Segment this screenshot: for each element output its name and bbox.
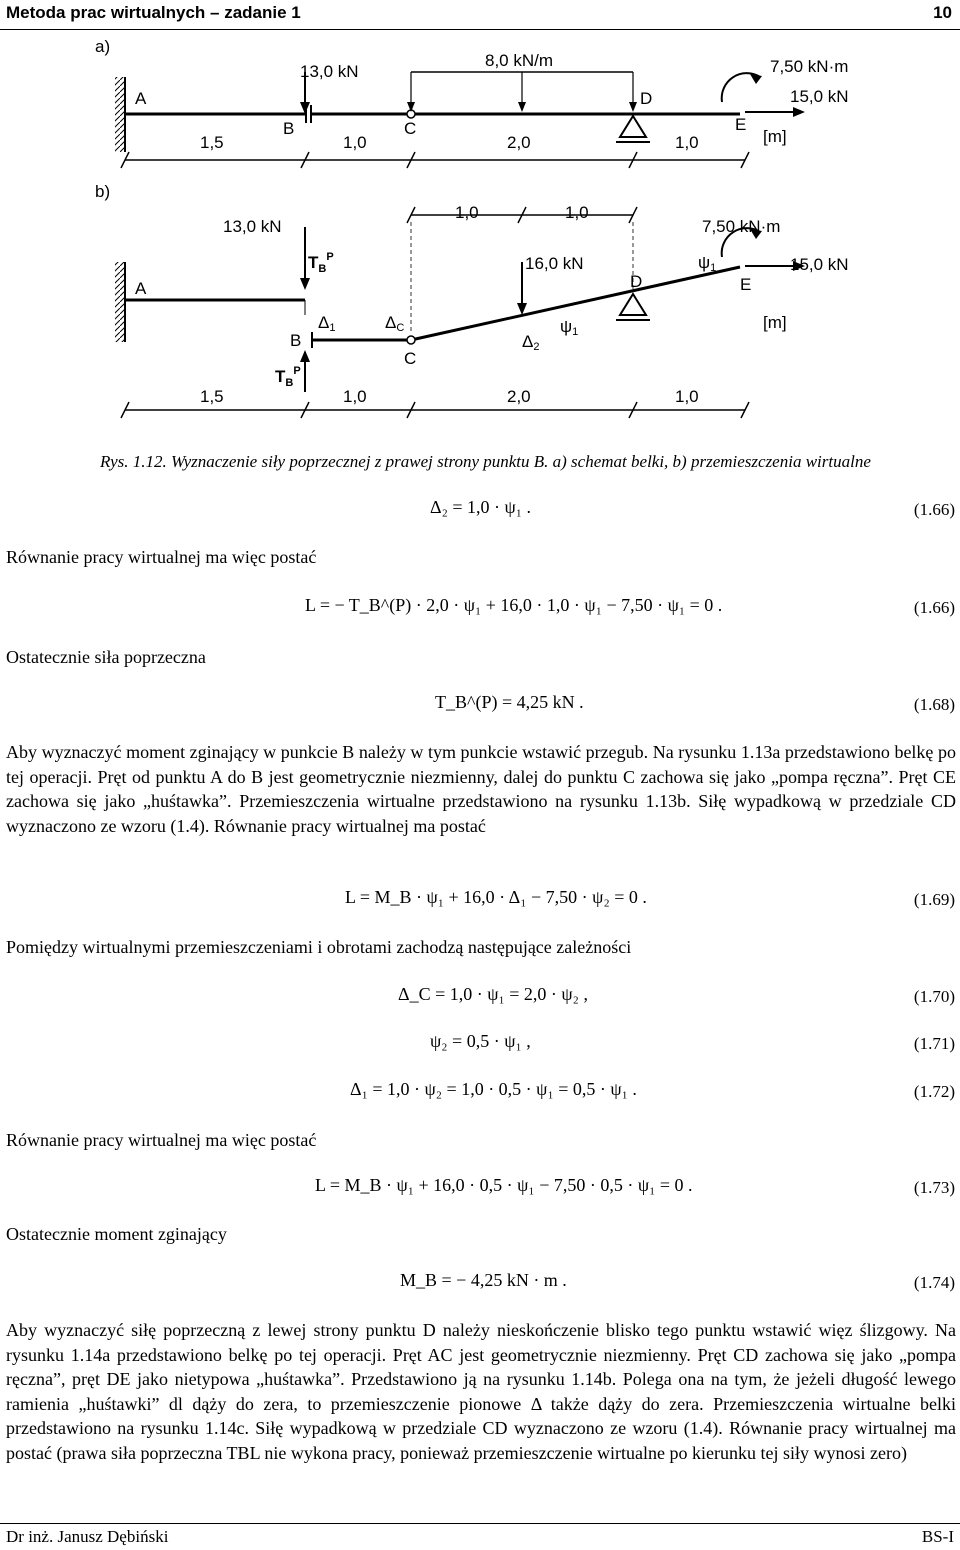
tb-label-top: $T_B^P$ bbox=[308, 251, 334, 275]
equation-number: (1.73) bbox=[913, 1178, 955, 1197]
point-label: A bbox=[135, 279, 147, 298]
point-label: C bbox=[404, 349, 417, 368]
figure-b-tag: b) bbox=[95, 182, 111, 201]
dim-label: 1,5 bbox=[200, 133, 224, 152]
equation-1-66b: L = − T_B^(P) · 2,0 · ψ₁ + 16,0 · 1,0 · ψ₁ − 7,50 · ψ₁ = 0 . bbox=[305, 595, 723, 615]
point-label: E bbox=[740, 275, 752, 294]
dim-label: 1,0 bbox=[343, 387, 367, 406]
page-footer bbox=[0, 1523, 960, 1550]
page-number: 10 bbox=[933, 3, 952, 22]
delta1-label: Δ1 bbox=[318, 313, 336, 334]
label-load: 13,0 kN bbox=[300, 62, 359, 81]
paragraph-1: Aby wyznaczyć moment zginający w punkcie B należy w tym punkcie wstawić przegub. Na rysunku 1.13a przedstawiono belkę po tej operacji. Pręt od punktu A do B jest geometrycznie niezmienny, dalej do punktu C zachowa się jako „pompa ręczna”. Pręt CE zachowa się jako „huśtawka”. Przemieszczenia wirtualne przedstawiono na rysunku 1.13b. Siłę wypadkową w przedziale CD wyznaczono ze wzoru (1.4). Równanie pracy wirtualnej ma postać bbox=[6, 742, 956, 836]
fixed-support-a bbox=[115, 77, 125, 152]
equation-1-71: ψ₂ = 0,5 · ψ₁ , bbox=[430, 1031, 531, 1051]
footer-code: BS-I bbox=[921, 1527, 954, 1546]
equation-number: (1.68) bbox=[913, 695, 955, 714]
page-header bbox=[0, 0, 960, 30]
dim-label: 1,0 bbox=[675, 387, 699, 406]
equation-number: (1.72) bbox=[913, 1082, 955, 1101]
label-load: 16,0 kN bbox=[525, 254, 584, 273]
equation-1-66a: Δ₂ = 1,0 · ψ₁ . bbox=[430, 497, 532, 517]
point-label: B bbox=[290, 331, 302, 350]
footer-author: Dr inż. Janusz Dębiński bbox=[6, 1527, 169, 1546]
psi1-label: ψ1 bbox=[560, 317, 579, 338]
dim-label: 2,0 bbox=[507, 387, 531, 406]
point-label: D bbox=[630, 272, 643, 291]
equation-number: (1.66) bbox=[913, 598, 955, 617]
equation-number: (1.70) bbox=[913, 987, 955, 1006]
equation-1-68: T_B^(P) = 4,25 kN . bbox=[435, 692, 584, 712]
label-load: 13,0 kN bbox=[223, 217, 282, 236]
support-d-b bbox=[620, 294, 646, 315]
equation-number: (1.69) bbox=[913, 890, 955, 909]
label-load: 7,50 kN·m bbox=[702, 217, 781, 236]
label-load: 15,0 kN bbox=[790, 87, 849, 106]
fixed-support-a-b bbox=[115, 262, 125, 342]
equation-1-72: Δ₁ = 1,0 · ψ₂ = 1,0 · 0,5 · ψ₁ = 0,5 · ψ₁ . bbox=[350, 1079, 637, 1099]
text-line: Równanie pracy wirtualnej ma więc postać bbox=[6, 1130, 317, 1150]
unit-label: [m] bbox=[763, 313, 787, 332]
figure-caption: Rys. 1.12. Wyznaczenie siły poprzecznej z prawej strony punktu B. a) schemat belki, b) przemieszczenia wirtualne bbox=[100, 452, 871, 471]
point-label: B bbox=[283, 119, 295, 138]
tb-label-bottom: $T_B^P$ bbox=[275, 365, 301, 389]
dim-label: 1,0 bbox=[343, 133, 367, 152]
text-line: Równanie pracy wirtualnej ma więc postać bbox=[6, 547, 317, 567]
deltac-label: ΔC bbox=[385, 313, 405, 334]
dim-label: 2,0 bbox=[507, 133, 531, 152]
equation-1-70: Δ_C = 1,0 · ψ₁ = 2,0 · ψ₂ , bbox=[398, 984, 588, 1004]
paragraph-2: Aby wyznaczyć siłę poprzeczną z lewej strony punktu D należy nieskończenie blisko tego punktu wstawić więz ślizgowy. Na rysunku 1.14a przedstawiono belkę po tej operacji. Pręt AC jest geometrycznie niezmienny. Pręt CD zachowa się jako „pompa ręczna”, pręt DE jako nietypowa „huśtawka”. Przedstawiono ją na rysunku 1.14b. Polega ona na tym, że jeżeli długość lewego ramienia „huśtawki” dl dąży do zera, to przemieszczenie pionowe Δ także dąży do zera. Przemieszczenia wirtualne belki przedstawiono na rysunku 1.14c. Siłę wypadkową w przedziale CD wyznaczono ze wzoru (1.4). Równanie pracy wirtualnej ma postać (prawa siła poprzeczna TBL nie wykona pracy, ponieważ przemieszczenie wirtualne po kierunku tej siły wynosi zero) bbox=[6, 1320, 956, 1463]
point-label: D bbox=[640, 89, 653, 108]
equation-number: (1.71) bbox=[913, 1034, 955, 1053]
equation-number: (1.74) bbox=[913, 1273, 955, 1292]
header-title: Metoda prac wirtualnych – zadanie 1 bbox=[6, 3, 301, 22]
equation-1-69: L = M_B · ψ₁ + 16,0 · Δ₁ − 7,50 · ψ₂ = 0 . bbox=[345, 887, 647, 907]
unit-label: [m] bbox=[763, 127, 787, 146]
point-label: C bbox=[404, 119, 417, 138]
dim-label: 1,0 bbox=[455, 203, 479, 222]
label-load: 7,50 kN·m bbox=[770, 57, 849, 76]
dim-label: 1,5 bbox=[200, 387, 224, 406]
delta2-label: Δ2 bbox=[522, 332, 540, 353]
dim-label: 1,0 bbox=[675, 133, 699, 152]
figure-b bbox=[95, 182, 849, 418]
support-d bbox=[620, 116, 646, 137]
label-load: 15,0 kN bbox=[790, 255, 849, 274]
point-label: A bbox=[135, 89, 147, 108]
text-line: Ostatecznie siła poprzeczna bbox=[6, 647, 206, 667]
hinge-c-b bbox=[407, 336, 415, 344]
equation-1-74: M_B = − 4,25 kN · m . bbox=[400, 1270, 567, 1290]
equation-number: (1.66) bbox=[913, 500, 955, 519]
dim-label: 1,0 bbox=[565, 203, 589, 222]
equation-1-73: L = M_B · ψ₁ + 16,0 · 0,5 · ψ₁ − 7,50 · 0,5 · ψ₁ = 0 . bbox=[315, 1175, 693, 1195]
figure-a bbox=[95, 37, 849, 168]
text-line: Pomiędzy wirtualnymi przemieszczeniami i obrotami zachodzą następujące zależności bbox=[6, 937, 632, 957]
point-label: E bbox=[735, 115, 747, 134]
psi1-label-right: ψ1 bbox=[698, 253, 717, 274]
label-load: 8,0 kN/m bbox=[485, 51, 554, 70]
figure-a-tag: a) bbox=[95, 37, 111, 56]
figure-1-12 bbox=[0, 32, 960, 447]
text-line: Ostatecznie moment zginający bbox=[6, 1224, 227, 1244]
